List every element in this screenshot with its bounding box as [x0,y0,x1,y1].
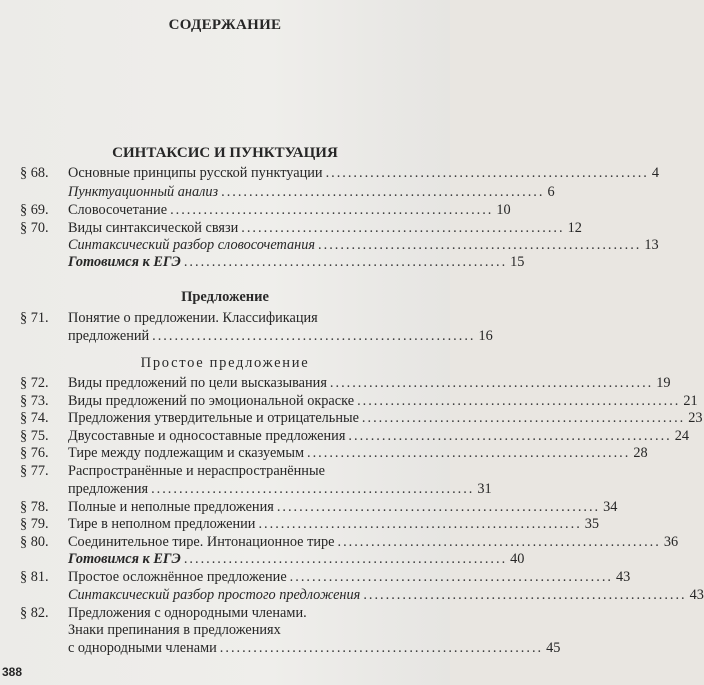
entry-title: Виды синтаксической связи [68,220,239,236]
section-number: § 78. [20,499,49,515]
entry-title: Предложения утвердительные и отрицательные [68,410,359,426]
page-number: 15 [510,254,525,270]
page-number: 16 [478,328,493,344]
entry-title: Тире между подлежащим и сказуемым [68,445,305,461]
page-number: 24 [674,428,690,444]
page-number: 43 [689,587,704,603]
page-number: 21 [683,393,698,409]
entry-title: Тире в неполном предложении [68,516,256,532]
dot-leader: .......................................................... [357,393,681,409]
entry-title: Готовимся к ЕГЭ [68,551,181,567]
page-number: 40 [510,551,525,567]
entry-title: Полные и неполные предложения [68,499,274,515]
dot-leader: .......................................................... [241,220,565,236]
subsection-title: Простое предложение [140,355,310,371]
entry-title-line2: предложения [68,481,149,497]
page-number: 31 [477,481,492,497]
dot-leader: .......................................................... [183,551,508,567]
part-title: СИНТАКСИС И ПУНКТУАЦИЯ [112,145,338,161]
entry-title-line1: Предложения с однородными членами. [68,605,307,621]
entry-title: Простое осложнённое предложение [68,569,287,585]
entry-title: Пунктуационный анализ [68,184,219,200]
dot-leader: .......................................................... [337,534,661,550]
section-number: § 69. [20,202,49,218]
entry-title-line2: предложений [68,328,150,344]
page-number: 6 [547,184,555,200]
dot-leader: .......................................................... [363,587,687,603]
entry-title-line1: Понятие о предложении. Классификация [68,310,318,326]
section-number: § 72. [20,375,49,391]
entry-title: Словосочетание [68,202,168,218]
dot-leader: .......................................................... [276,499,601,515]
dot-leader: .......................................................... [361,410,686,426]
dot-leader: .......................................................... [318,237,642,253]
entry-title: Основные принципы русской пунктуации [68,165,323,181]
page-number: 36 [663,534,679,550]
section-number: § 81. [20,569,49,585]
page-number: 19 [656,375,671,391]
page-number: 35 [584,516,600,532]
dot-leader: .......................................................... [348,428,672,444]
section-number: § 71. [20,310,49,326]
page-number: 45 [546,640,561,656]
dot-leader: .......................................................... [170,202,494,218]
section-number: § 75. [20,428,49,444]
dot-leader: .......................................................... [289,569,613,585]
subsection-title: Предложение [181,289,269,305]
dot-leader: .......................................................... [307,445,631,461]
page-number: 10 [496,202,511,218]
section-number: § 80. [20,534,49,550]
section-number: § 74. [20,410,49,426]
page-number: 43 [615,569,631,585]
dot-leader: .......................................................... [151,481,475,497]
section-number: § 79. [20,516,49,532]
page-number: 34 [603,499,618,515]
dot-leader: .......................................................... [221,184,545,200]
section-number: § 77. [20,463,49,479]
dot-leader: .......................................................... [325,165,649,181]
dot-leader: .......................................................... [183,254,508,270]
section-number: § 82. [20,605,49,621]
entry-title: Соединительное тире. Интонационное тире [68,534,335,550]
page-number: 4 [651,165,660,181]
section-number: § 73. [20,393,49,409]
page-number: 13 [644,237,659,253]
dot-leader: .......................................................... [219,640,544,656]
entry-title: Готовимся к ЕГЭ [68,254,181,270]
page-title: СОДЕРЖАНИЕ [168,17,282,33]
page-number: 23 [688,410,703,426]
section-number: § 70. [20,220,49,236]
entry-title: Виды предложений по эмоциональной окраске [68,393,355,409]
entry-title: Синтаксический разбор словосочетания [68,237,316,253]
folio-page-number: 388 [2,665,23,679]
entry-title-line2: Знаки препинания в предложениях [68,622,281,638]
entry-title: Синтаксический разбор простого предложения [68,587,361,603]
dot-leader: .......................................................... [329,375,654,391]
entry-title: Виды предложений по цели высказывания [68,375,327,391]
section-number: § 68. [20,165,49,181]
page-number: 28 [633,445,648,461]
section-number: § 76. [20,445,49,461]
page-number: 12 [567,220,582,236]
dot-leader: .......................................................... [258,516,582,532]
entry-title: Двусоставные и односоставные предложения [68,428,346,444]
entry-title-line3: с однородными членами [68,640,217,656]
entry-title-line1: Распространённые и нераспространённые [68,463,325,479]
dot-leader: .......................................................... [152,328,476,344]
